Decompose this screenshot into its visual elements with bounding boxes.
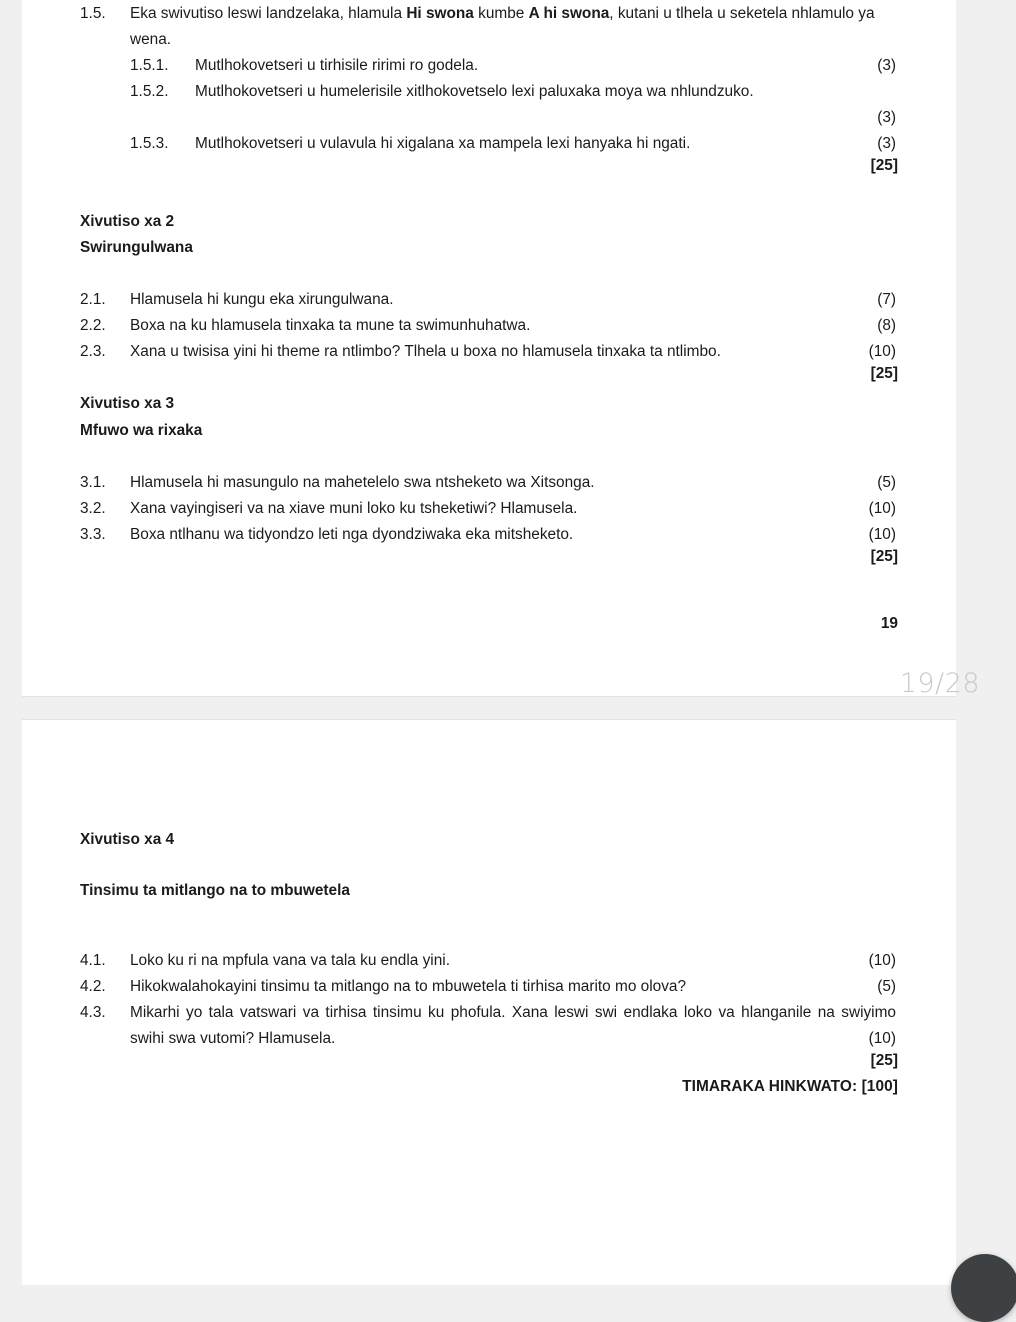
question-1-5-2-number: 1.5.2. <box>130 83 169 100</box>
question-3-2-number: 3.2. <box>80 500 106 517</box>
question-1-5-text-part-3: , kutani u tlhela u seketela nhlamulo ya wena. <box>130 5 875 48</box>
question-1-5-3-number: 1.5.3. <box>130 135 169 152</box>
question-1-5-2-marks: (3) <box>877 109 896 126</box>
question-1-5-number: 1.5. <box>80 5 106 22</box>
question-1-5-text-part-1: Eka swivutiso leswi landzelaka, hlamula <box>130 5 407 22</box>
question-3-3-number: 3.3. <box>80 526 106 543</box>
question-3-2 <box>80 496 896 522</box>
question-2-3-marks: (10) <box>868 343 896 360</box>
question-1-section-total: [25] <box>870 157 898 174</box>
question-2-1-text: Hlamusela hi kungu eka xirungulwana. <box>130 291 394 308</box>
question-2-subheading: Swirungulwana <box>80 239 193 256</box>
question-3-3 <box>80 522 896 548</box>
question-3-2-text: Xana vayingiseri va na xiave muni loko ku tsheketiwi? Hlamusela. <box>130 500 578 517</box>
question-4-3 <box>80 1000 896 1052</box>
printed-page-number: 19 <box>880 615 898 632</box>
page-position-indicator: 19/28 <box>899 668 980 699</box>
question-1-5-2-text: Mutlhokovetseri u humelerisile xitlhokovetselo lexi paluxaka moya wa nhlundzuko. <box>195 83 754 100</box>
question-3-3-text: Boxa ntlhanu wa tidyondzo leti nga dyondziwaka eka mitsheketo. <box>130 526 574 543</box>
question-2-3 <box>80 339 896 365</box>
question-1-5-3 <box>130 131 896 157</box>
question-1-5-bold-hi-swona: Hi swona <box>406 5 474 22</box>
question-4-3-marks: (10) <box>868 1030 896 1047</box>
question-1-5-3-text: Mutlhokovetseri u vulavula hi xigalana xa mampela lexi hanyaka hi ngati. <box>195 135 691 152</box>
question-3-1-text: Hlamusela hi masungulo na mahetelelo swa ntsheketo wa Xitsonga. <box>130 474 595 491</box>
question-1-5-2 <box>130 79 896 126</box>
question-1-5-row <box>80 1 896 53</box>
document-page-19 <box>22 0 956 697</box>
question-2-2-number: 2.2. <box>80 317 106 334</box>
floating-action-button[interactable] <box>951 1254 1016 1322</box>
question-1-5-text-part-2: kumbe <box>473 5 529 22</box>
question-1-5-1 <box>130 53 896 79</box>
grand-total-marks: TIMARAKA HINKWATO: [100] <box>682 1078 898 1095</box>
question-3-subheading: Mfuwo wa rixaka <box>80 422 203 439</box>
question-4-1-marks: (10) <box>868 952 896 969</box>
question-4-2-text: Hikokwalahokayini tinsimu ta mitlango na to mbuwetela ti tirhisa marito mo olova? <box>130 978 687 995</box>
question-4-section-total: [25] <box>870 1052 898 1069</box>
question-3-3-marks: (10) <box>868 526 896 543</box>
question-2-heading: Xivutiso xa 2 <box>80 213 175 230</box>
question-1-5-1-text: Mutlhokovetseri u tirhisile ririmi ro godela. <box>195 57 479 74</box>
question-4-2-number: 4.2. <box>80 978 106 995</box>
question-2-1 <box>80 287 896 313</box>
question-1-5-1-number: 1.5.1. <box>130 57 169 74</box>
question-4-heading: Xivutiso xa 4 <box>80 831 175 848</box>
question-2-3-number: 2.3. <box>80 343 106 360</box>
question-1-5-bold-a-hi-swona: A hi swona <box>528 5 610 22</box>
question-4-2-marks: (5) <box>877 978 896 995</box>
question-1-5-body <box>130 1 896 53</box>
question-3-1-marks: (5) <box>877 474 896 491</box>
question-3-2-marks: (10) <box>868 500 896 517</box>
question-4-3-text: Mikarhi yo tala vatswari va tirhisa tinsimu ku phofula. Xana leswi swi endlaka loko va hlanganile na swiyimo swihi swa vutomi? Hlamusela. <box>130 1004 896 1047</box>
question-2-2-marks: (8) <box>877 317 896 334</box>
question-2-section-total: [25] <box>870 365 898 382</box>
question-4-2 <box>80 974 896 1000</box>
question-3-1-number: 3.1. <box>80 474 106 491</box>
question-1-5 <box>80 1 896 53</box>
question-4-1 <box>80 948 896 974</box>
question-1-5-1-marks: (3) <box>877 57 896 74</box>
question-2-3-text: Xana u twisisa yini hi theme ra ntlimbo? Tlhela u boxa no hlamusela tinxaka ta ntlimbo. <box>130 343 721 360</box>
question-1-5-3-marks: (3) <box>877 135 896 152</box>
question-2-1-marks: (7) <box>877 291 896 308</box>
question-2-1-number: 2.1. <box>80 291 106 308</box>
question-3-1 <box>80 470 896 496</box>
question-4-3-number: 4.3. <box>80 1004 106 1021</box>
question-4-1-number: 4.1. <box>80 952 106 969</box>
question-4-subheading: Tinsimu ta mitlango na to mbuwetela <box>80 882 350 899</box>
question-3-heading: Xivutiso xa 3 <box>80 395 175 412</box>
question-4-1-text: Loko ku ri na mpfula vana va tala ku endla yini. <box>130 952 450 969</box>
question-2-2-text: Boxa na ku hlamusela tinxaka ta mune ta swimunhuhatwa. <box>130 317 531 334</box>
question-3-section-total: [25] <box>870 548 898 565</box>
document-page-20 <box>22 719 956 1285</box>
question-2-2 <box>80 313 896 339</box>
